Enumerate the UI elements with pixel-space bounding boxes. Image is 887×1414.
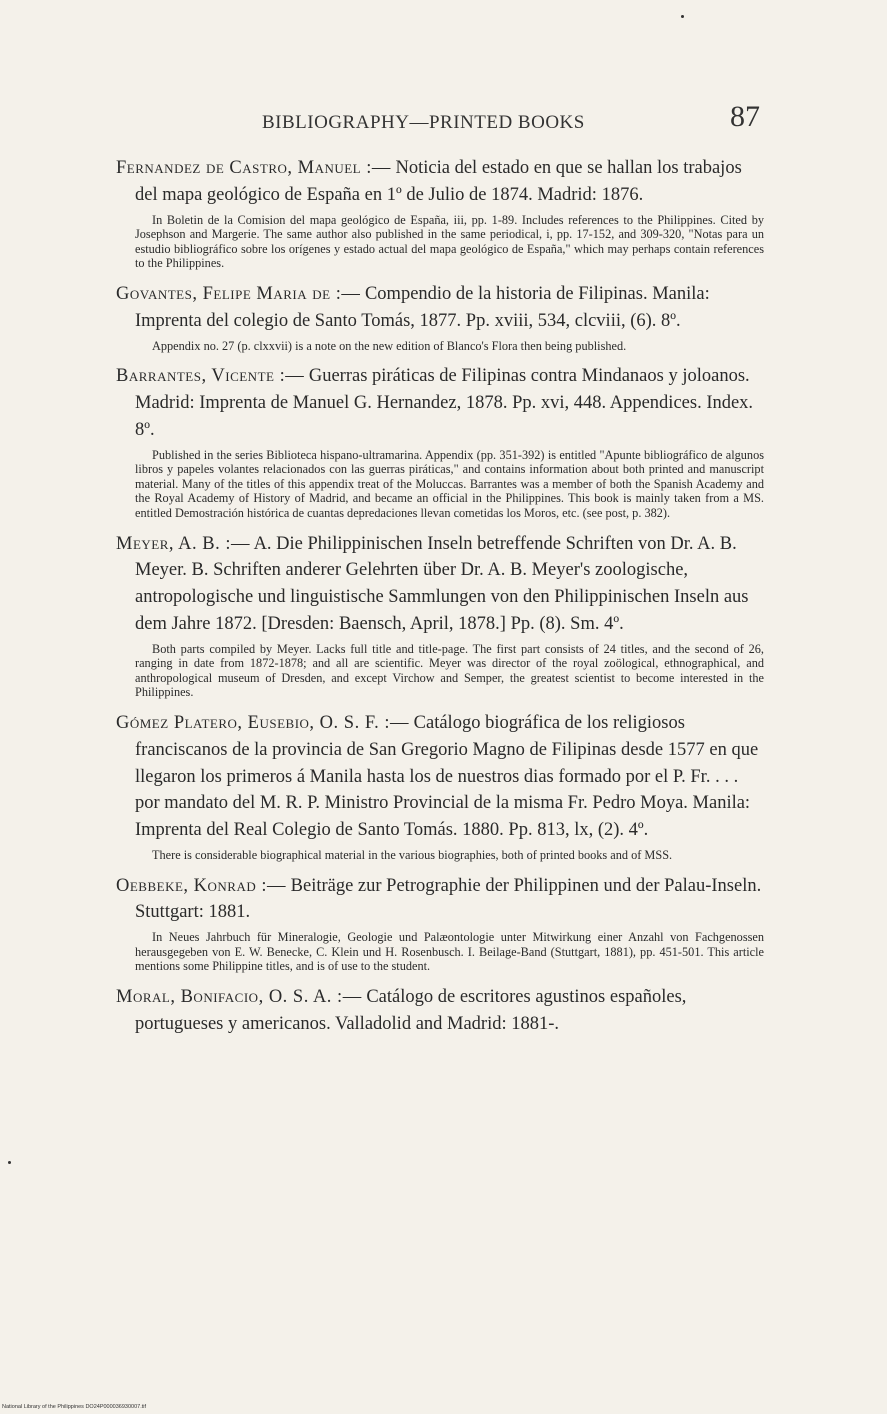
annotation: Published in the series Biblioteca hispano-ultramarina. Appendix (pp. 351-392) is entitled "Apunte bibliográfico de algunos libros y papeles volantes relacionados con las guerras piráticas," and contains information about both printed and manuscript material. Many of the titles of this appendix treat of the Moluccas. Barrantes was a member of both the Spanish Academy and the Royal Academy of History of Madrid, and became an official in the Philippines. This book is mainly taken from a MS. entitled Demostración histórica de cuantas depredaciones llevan cometidas los Moros, etc. (see post, p. 382). xyxy=(135,447,764,520)
citation-text: Compendio de la historia de Filipinas. Manila: Imprenta del colegio de Santo Tomás, 1877. Pp. xviii, 534, clcviii, (6). 8º. xyxy=(135,283,710,331)
citation-text: Catálogo biográfica de los religiosos franciscanos de la provincia de San Gregorio Magno de Filipinas desde 1577 en que llegaron los primeros á Manila hasta los de nuestros dias formado por el P. Fr. . . . por mandato del M. R. P. Ministro Provincial de la misma Fr. Pedro Moya. Manila: Imprenta del Real Colegio de Santo Tomás. 1880. Pp. 813, lx, (2). 4º. xyxy=(135,713,759,841)
author-name: Moral, Bonifacio, O. S. A. :— xyxy=(116,987,362,1008)
author-name: Govantes, Felipe Maria de :— xyxy=(116,283,361,304)
bibliography-entry xyxy=(116,363,764,520)
citation xyxy=(116,155,764,209)
annotation: Appendix no. 27 (p. clxxvii) is a note on the new edition of Blanco's Flora then being published. xyxy=(152,338,627,353)
author-name: Oebbeke, Konrad :— xyxy=(116,875,287,896)
citation-text: Guerras piráticas de Filipinas contra Mindanaos y joloanos. Madrid: Imprenta de Manuel G. Hernandez, 1878. Pp. xvi, 448. Appendices. Index. 8º. xyxy=(135,366,754,440)
citation-text: Catálogo de escritores agustinos españoles, portugueses y americanos. Valladolid and Madrid: 1881-. xyxy=(135,987,687,1034)
bibliography-entry xyxy=(116,531,764,701)
annotation: In Boletin de la Comision del mapa geológico de España, iii, pp. 1-89. Includes references to the Philippines. Cited by Josephson and Margerie. The same author also published in the same periodical, i, pp. 17-152, and 309-320, "Notas para un estudio bibliográfico sobre los orígenes y estado actual del mapa geológico de España," which may perhaps contain references to the Philippines. xyxy=(135,212,764,271)
annotation: In Neues Jahrbuch für Mineralogie, Geologie und Palæontologie unter Mitwirkung einer Anzahl von Fachgenossen herausgegeben von E. W. Benecke, C. Klein und H. Rosenbusch. I. Beilage-Band (Stuttgart, 1881), pp. 451-501. This article mentions some Philippine titles, and is of use to the student. xyxy=(135,930,764,974)
author-name: Fernandez de Castro, Manuel :— xyxy=(116,158,391,178)
citation-text: Noticia del estado en que se hallan los trabajos del mapa geológico de España en 1º de Julio de 1874. Madrid: 1876. xyxy=(135,158,742,205)
author-name: Barrantes, Vicente :— xyxy=(116,366,305,387)
author-name: Meyer, A. B. :— xyxy=(116,533,250,554)
running-title: BIBLIOGRAPHY—PRINTED BOOKS xyxy=(262,112,585,133)
bibliography-entry xyxy=(116,155,764,271)
page-header xyxy=(0,100,887,140)
citation xyxy=(116,281,764,335)
page-number: 87 xyxy=(730,100,760,133)
paper-speck xyxy=(681,15,684,18)
bibliography-entry xyxy=(116,281,764,353)
citation xyxy=(116,710,764,844)
author-name: Gómez Platero, Eusebio, O. S. F. :— xyxy=(116,713,410,734)
bibliography-entry xyxy=(116,710,764,863)
bibliography-entry xyxy=(116,984,764,1038)
annotation: There is considerable biographical material in the various biographies, both of printed books and of MSS. xyxy=(152,848,673,863)
citation-text: Beiträge zur Petrographie der Philippinen und der Palau-Inseln. Stuttgart: 1881. xyxy=(135,875,762,923)
scan-footer: National Library of the Philippines DO24P000036930007.tif xyxy=(2,1404,147,1410)
citation xyxy=(116,984,764,1038)
citation xyxy=(116,363,764,443)
citation xyxy=(116,873,764,927)
bibliography-entry xyxy=(116,873,764,974)
bibliography-entries xyxy=(116,155,764,1048)
citation-text: A. Die Philippinischen Inseln betreffende Schriften von Dr. A. B. Meyer. B. Schriften anderer Gelehrten über Dr. A. B. Meyer's zoologische, antropologische und linguistische Sammlungen von den Philippinischen Inseln aus dem Jahre 1872. [Dresden: Baensch, April, 1878.] Pp. (8). Sm. 4º. xyxy=(135,533,749,634)
citation xyxy=(116,531,764,638)
annotation: Both parts compiled by Meyer. Lacks full title and title-page. The first part consists of 24 titles, and the second of 26, ranging in date from 1872-1878; and all are scientific. Meyer was director of the royal zoölogical, ethnographical, and anthropological museum of Dresden, and except Virchow and Semper, the greatest scientist to become interested in the Philippines. xyxy=(135,641,764,700)
paper-speck xyxy=(8,1161,11,1164)
